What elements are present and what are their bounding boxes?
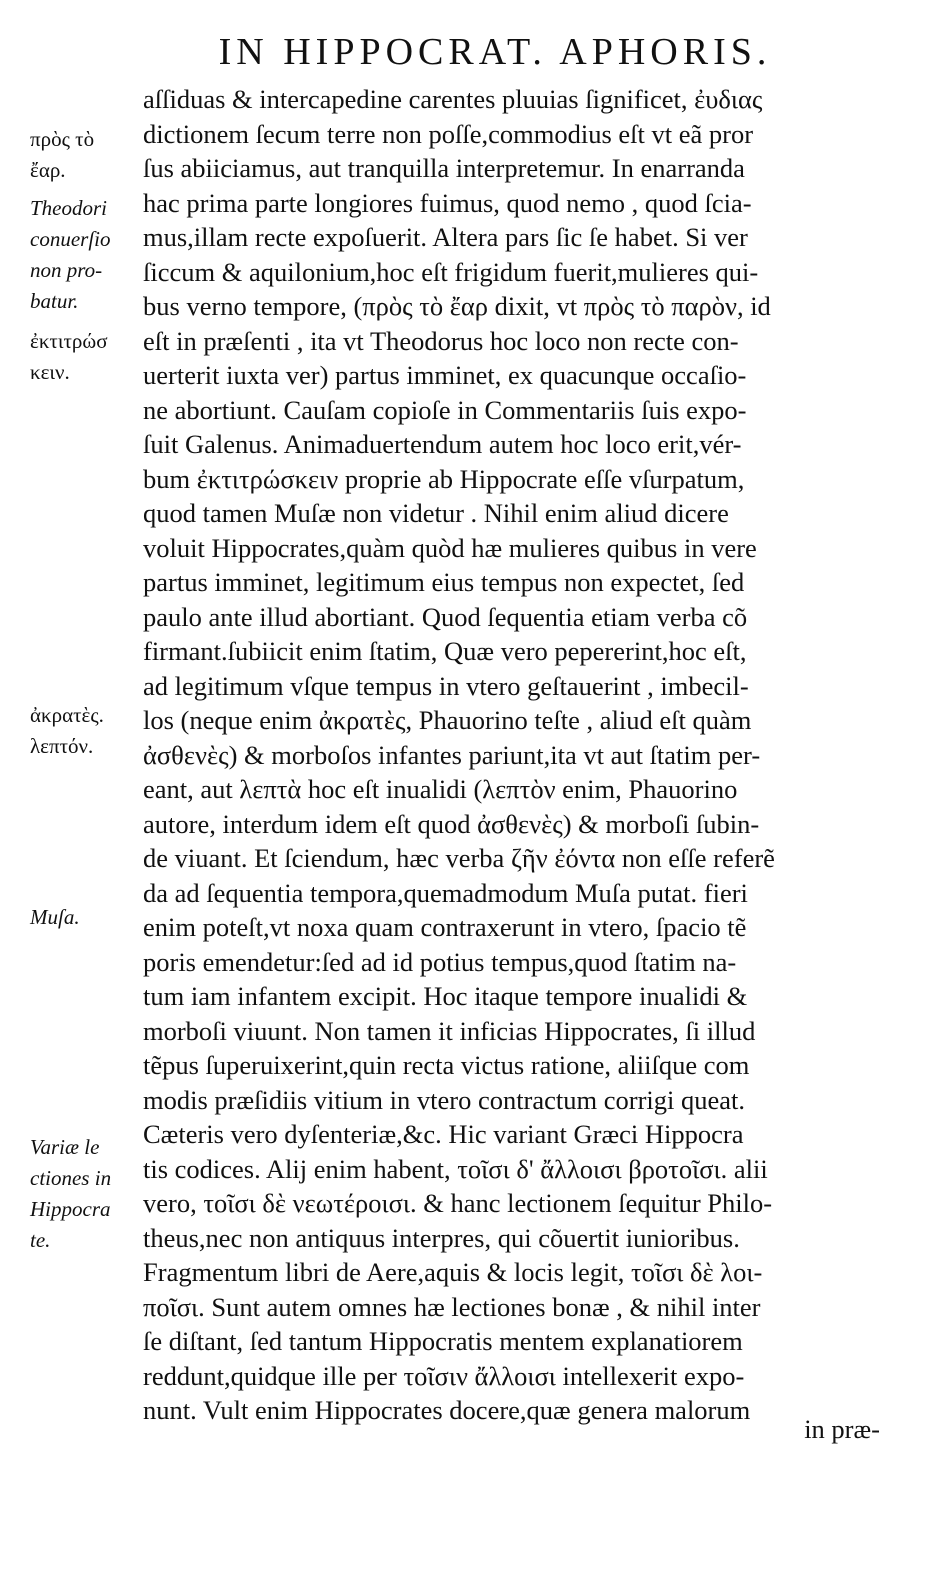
margin-note-line: Hippocra <box>30 1197 111 1221</box>
text-line: autore, interdum idem eſt quod ἀσθενὲς) & morboſi ſubin- <box>143 808 760 839</box>
text-line: Cæteris vero dyſenteriæ,&c. Hic variant Græci Hippocra <box>143 1119 744 1149</box>
text-line: eant, aut λεπτὰ hoc eſt inualidi (λεπτὸν enim, Phauorino <box>143 774 738 804</box>
margin-note-line: Variæ le <box>30 1135 100 1159</box>
margin-note-musa <box>30 902 142 933</box>
text-line: ſe diſtant, ſed tantum Hippocratis mentem explanatiorem <box>143 1326 743 1356</box>
text-line: eſt in præſenti , ita vt Theodorus hoc loco non recte con- <box>143 325 739 356</box>
text-line: vero, τοῖσι δὲ νεωτέροισι. & hanc lectionem ſequitur Philo- <box>143 1188 773 1218</box>
text-line: partus imminet, legitimum eius tempus non expectet, ſed <box>143 567 745 597</box>
margin-note-ektitroskein <box>30 326 142 388</box>
margin-note-line: te. <box>30 1228 51 1252</box>
margin-note-line: ἔαρ. <box>30 158 66 182</box>
margin-note-line: ἐκτιτρώσ <box>30 329 108 353</box>
text-line: bum ἐκτιτρώσκειν proprie ab Hippocrate eſſe vſurpatum, <box>143 463 745 494</box>
margin-note-line: non pro- <box>30 258 103 282</box>
text-line: voluit Hippocrates,quàm quòd hæ mulieres quibus in vere <box>143 532 757 563</box>
text-line: ſiccum & aquilonium,hoc eſt frigidum fuerit,mulieres qui- <box>143 256 759 287</box>
margin-note-akrates <box>30 700 142 762</box>
text-line: de viuant. Et ſciendum, hæc verba ζῆν ἐόντα non eſſe referẽ <box>143 843 775 873</box>
text-line: mus,illam recte expoſuerit. Altera pars ſic ſe habet. Si ver <box>143 222 748 252</box>
text-line: enim poteſt,vt noxa quam contraxerunt in vtero, ſpacio tẽ <box>143 912 747 942</box>
text-line: paulo ante illud abortiant. Quod ſequentia etiam verba cõ <box>143 601 748 632</box>
margin-note-line: ctiones in <box>30 1166 112 1190</box>
text-line: morboſi viuunt. Non tamen it inficias Hippocrates, ſi illud <box>143 1015 756 1046</box>
text-line: quod tamen Muſæ non videtur . Nihil enim aliud dicere <box>143 498 729 528</box>
margin-note-line: πρὸς τὸ <box>30 127 95 151</box>
margin-note-theodori <box>30 193 142 317</box>
text-line: modis præſidiis vitium in vtero contractum corrigi queat. <box>143 1084 746 1115</box>
text-line: hac prima parte longiores fuimus, quod nemo , quod ſcia- <box>143 187 752 218</box>
text-line: nunt. Vult enim Hippocrates docere,quæ genera malorum <box>143 1395 751 1425</box>
text-line: tẽpus ſuperuixerint,quin recta victus ratione, aliiſque com <box>143 1050 750 1080</box>
text-line: ſuit Galenus. Animaduertendum autem hoc loco erit,vér- <box>143 429 742 459</box>
text-line: ad legitimum vſque tempus in vtero geſtauerint , imbecil- <box>143 670 749 701</box>
catchword: in præ- <box>804 1414 880 1444</box>
text-line: dictionem ſecum terre non poſſe,commodius eſt vt eã pror <box>143 118 754 149</box>
main-text-block <box>143 82 883 1428</box>
margin-note-line: λεπτόν. <box>30 734 94 758</box>
text-line: ne abortiunt. Cauſam copioſe in Commentariis ſuis expo- <box>143 394 747 425</box>
margin-note-line: ἀκρατὲς. <box>30 703 104 727</box>
margin-note-line: κειν. <box>30 360 70 384</box>
margin-note-pros-to-ear <box>30 124 142 186</box>
text-line: uerterit iuxta ver) partus imminet, ex quacunque occaſio- <box>143 360 747 390</box>
text-line: ſus abiiciamus, aut tranquilla interpretemur. In enarranda <box>143 153 745 183</box>
margin-note-line: conuerſio <box>30 227 111 251</box>
text-line: firmant.ſubiicit enim ſtatim, Quæ vero pepererint,hoc eſt, <box>143 636 747 666</box>
text-line: ποῖσι. Sunt autem omnes hæ lectiones bonæ , & nihil inter <box>143 1291 761 1322</box>
margin-note-line: Theodori <box>30 196 108 220</box>
text-line: bus verno tempore, (πρὸς τὸ ἔαρ dixit, vt πρὸς τὸ παρὸν, id <box>143 291 771 321</box>
text-line: Fragmentum libri de Aere,aquis & locis legit, τοῖσι δὲ λοι- <box>143 1257 763 1287</box>
text-line: reddunt,quidque ille per τοῖσιν ἄλλοισι intellexerit expo- <box>143 1360 745 1391</box>
text-line: theus,nec non antiquus interpres, qui cõuertit iunioribus. <box>143 1222 740 1253</box>
text-line: aſſiduas & intercapedine carentes pluuias ſignificet, ἐυδιας <box>143 84 763 114</box>
text-line: ἀσθενὲς) & morboſos infantes pariunt,ita vt aut ſtatim per- <box>143 739 761 770</box>
margin-note-variae-lectiones <box>30 1132 142 1256</box>
text-line: da ad ſequentia tempora,quemadmodum Muſa putat. fieri <box>143 877 748 908</box>
margin-note-line: batur. <box>30 289 79 313</box>
text-line: tis codices. Alij enim habent, τοῖσι δ' ἄλλοισι βροτοῖσι. alii <box>143 1153 768 1184</box>
running-head: IN HIPPOCRAT. APHORIS. <box>218 31 772 73</box>
text-line: tum iam infantem excipit. Hoc itaque tempore inualidi & <box>143 981 748 1011</box>
text-line: poris emendetur:ſed ad id potius tempus,quod ſtatim na- <box>143 946 737 977</box>
text-line: los (neque enim ἀκρατὲς, Phauorino teſte , aliud eſt quàm <box>143 705 752 735</box>
margin-note-line: Muſa. <box>30 905 80 929</box>
